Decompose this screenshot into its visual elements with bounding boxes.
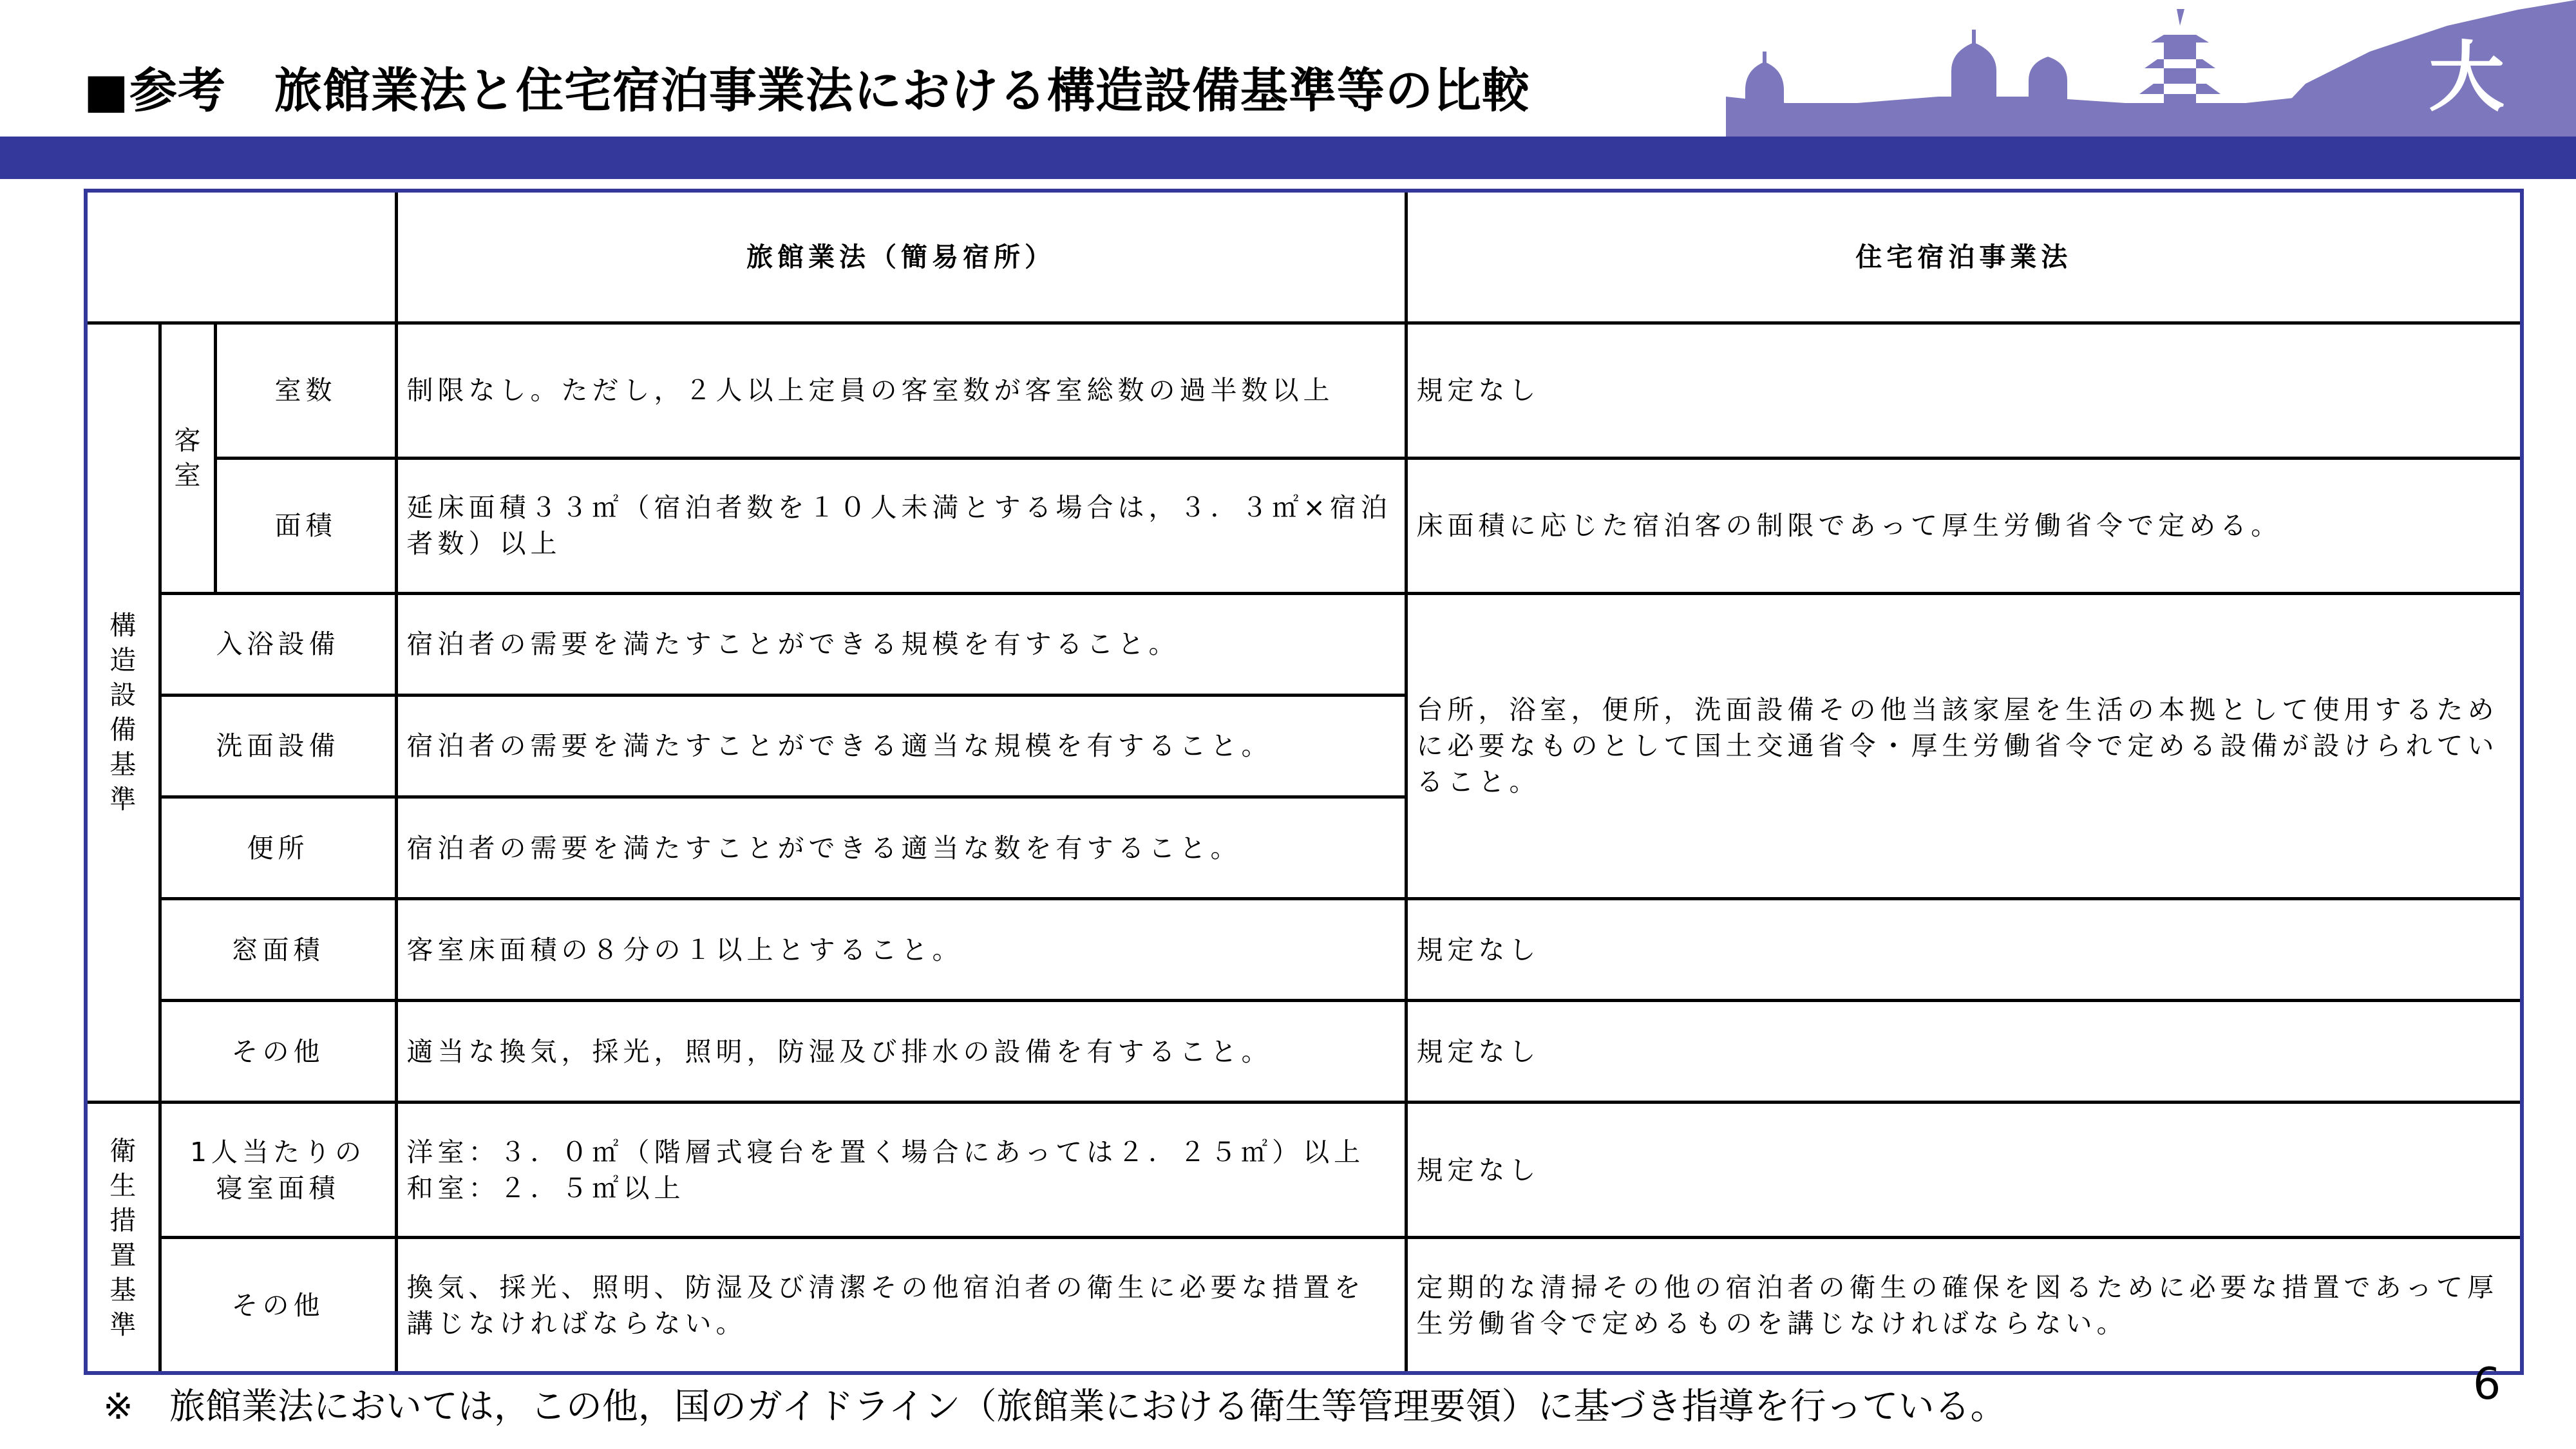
minpaku-other-structure: 規定なし [1406,1001,2522,1103]
dome-tower-left [1745,62,1784,138]
minpaku-bedroom-area: 規定なし [1406,1103,2522,1238]
row-label-window-area: 窓面積 [160,899,396,1001]
ryokan-other-structure: 適当な換気，採光，照明，防湿及び排水の設備を有すること。 [396,1001,1406,1103]
dome-tower-right [1951,43,1996,138]
minpaku-other-hygiene: 定期的な清掃その他の宿泊者の衛生の確保を図るために必要な措置であって厚生労働省令で定めるものを講じなければならない。 [1406,1238,2522,1373]
row-label-other-structure: その他 [160,1001,396,1103]
comparison-table [84,189,2524,1375]
row-label-floor-area: 面積 [215,458,396,593]
ryokan-room-count: 制限なし。ただし，２人以上定員の客室数が客室総数の過半数以上 [396,323,1406,458]
row-label-bedroom-area: 1人当たりの 寝室面積 [160,1103,396,1238]
header-ryokan: 旅館業法（簡易宿所） [396,191,1406,323]
dome-tower-mid [2029,57,2067,138]
group-structure-equipment: 構 造 設 備 基 準 [86,323,160,1103]
page-number: 6 [2473,1359,2501,1410]
dome-spire-right [1972,30,1976,44]
header-bar [0,137,2576,179]
minpaku-window-area: 規定なし [1406,899,2522,1001]
ryokan-bedroom-area: 洋室：３．０㎡（階層式寝台を置く場合にあっては２．２５㎡）以上 和室：２．５㎡以上 [396,1103,1406,1238]
row-label-toilet: 便所 [160,797,396,898]
minpaku-room-count: 規定なし [1406,323,2522,458]
ryokan-other-hygiene: 換気、採光、照明、防湿及び清潔その他宿泊者の衛生に必要な措置を講じなければならない。 [396,1238,1406,1373]
table-corner-cell [86,191,396,323]
footnote: ※ 旅館業法においては，この他，国のガイドライン（旅館業における衛生等管理要領）に基づき指導を行っている。 [103,1386,2007,1428]
ryokan-floor-area: 延床面積３３㎡（宿泊者数を１０人未満とする場合は，３．３㎡×宿泊者数）以上 [396,458,1406,593]
minpaku-facilities: 台所，浴室，便所，洗面設備その他当該家屋を生活の本拠として使用するために必要なものとして国土交通省令・厚生労働省令で定める設備が設けられていること。 [1406,593,2522,898]
page-title: ■参考 旅館業法と住宅宿泊事業法における構造設備基準等の比較 [84,63,1530,118]
dome-spire-left [1763,52,1766,63]
group-hygiene-measures: 衛 生 措 置 基 準 [86,1103,160,1373]
row-label-other-hygiene: その他 [160,1238,396,1373]
ryokan-window-area: 客室床面積の８分の１以上とすること。 [396,899,1406,1001]
subgroup-guestroom: 客 室 [160,323,215,593]
minpaku-floor-area: 床面積に応じた宿泊客の制限であって厚生労働省令で定める。 [1406,458,2522,593]
city-logo: 大 [2428,33,2505,122]
row-label-room-count: 室数 [215,323,396,458]
row-label-washbasin: 洗面設備 [160,695,396,797]
header-minpaku: 住宅宿泊事業法 [1406,191,2522,323]
ryokan-bathing: 宿泊者の需要を満たすことができる規模を有すること。 [396,593,1406,695]
ryokan-washbasin: 宿泊者の需要を満たすことができる適当な規模を有すること。 [396,695,1406,797]
ryokan-toilet: 宿泊者の需要を満たすことができる適当な数を有すること。 [396,797,1406,898]
row-label-bathing: 入浴設備 [160,593,396,695]
